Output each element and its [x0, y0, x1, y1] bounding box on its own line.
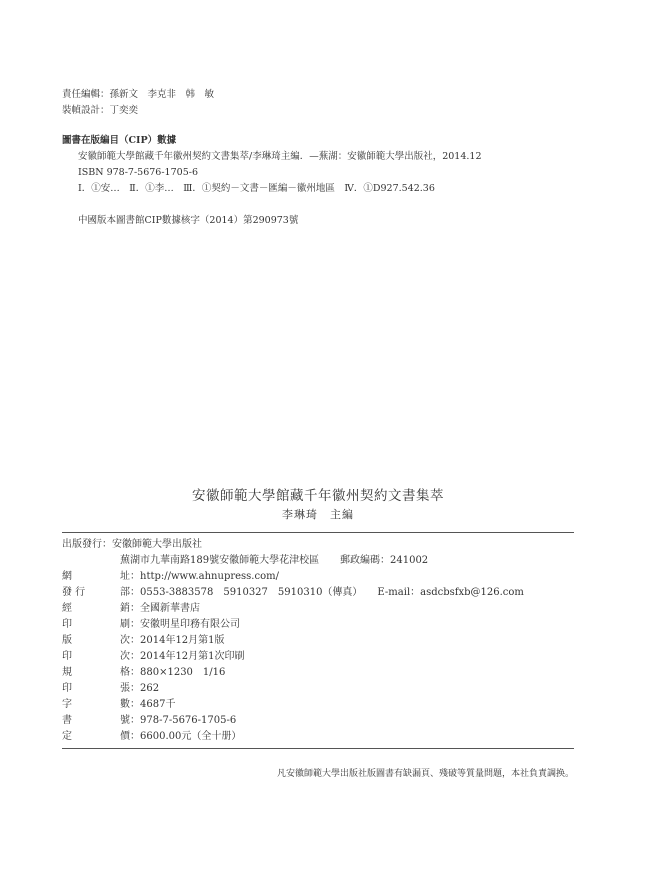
colophon-row-website: [62, 570, 279, 583]
row-label: 印: [62, 651, 72, 662]
book-editor: 李琳琦 主編: [282, 508, 354, 521]
colophon-row-distribution-dept: [62, 586, 524, 599]
cip-classification: Ⅰ．①安… Ⅱ．①李… Ⅲ．①契約－文書－匯編－徽州地區 Ⅳ．①D927.542.36: [78, 183, 435, 194]
row-value: 部：0553-3883578 5910327 5910310（傳真） E-mail：asdcbsfxb@126.com: [120, 587, 524, 598]
cip-record-number: 中國版本圖書館CIP數據核字（2014）第290973號: [78, 215, 299, 226]
editors-credit: 責任編輯：孫新文 李克非 韩 敏: [62, 89, 215, 100]
row-value: 號：978-7-5676-1705-6: [120, 715, 237, 726]
row-label: 定: [62, 731, 72, 742]
row-value: 數：4687千: [120, 699, 176, 710]
colophon-row-price: [62, 730, 241, 743]
publisher-line: 出版發行：安徽師範大學出版社: [62, 539, 202, 550]
row-value: 址：http://www.ahnupress.com/: [120, 571, 279, 582]
row-value: 銷：全國新華書店: [120, 603, 200, 614]
row-value: 格：880×1230 1/16: [120, 667, 226, 678]
row-label: 印: [62, 619, 72, 630]
row-label: 版: [62, 635, 72, 646]
colophon-bottom-rule: [62, 748, 574, 749]
row-value: 刷：安徽明星印務有限公司: [120, 619, 240, 630]
row-label: 發 行: [62, 587, 86, 598]
row-label: 經: [62, 603, 72, 614]
row-value: 價：6600.00元（全十册）: [120, 731, 242, 742]
colophon-row-edition: [62, 634, 225, 647]
colophon-row-format: [62, 666, 225, 679]
colophon-row-word-count: [62, 698, 175, 711]
colophon-row-printing: [62, 650, 245, 663]
publisher-address: 蕪湖市九華南路189號安徽師範大學花津校區: [120, 555, 320, 566]
colophon-row-printer: [62, 618, 240, 631]
row-label: 網: [62, 571, 72, 582]
quality-notice: 凡安徽師範大學出版社版圖書有缺漏頁、殘破等質量問題，本社負責調换。: [276, 769, 574, 779]
row-label: 字: [62, 699, 72, 710]
colophon-row-book-number: [62, 714, 236, 727]
row-value: 次：2014年12月第1次印刷: [120, 651, 245, 662]
colophon-top-rule: [62, 532, 574, 533]
colophon-row-sheets: [62, 682, 159, 695]
row-label: 規: [62, 667, 72, 678]
cip-isbn: ISBN 978-7-5676-1705-6: [78, 167, 198, 178]
row-label: 書: [62, 715, 72, 726]
row-value: 張：262: [120, 683, 160, 694]
book-title: 安徽師範大學館藏千年徽州契約文書集萃: [192, 488, 444, 504]
colophon-row-seller: [62, 602, 200, 615]
postcode: 郵政編碼：241002: [340, 555, 429, 566]
row-label: 印: [62, 683, 72, 694]
row-value: 次：2014年12月第1版: [120, 635, 225, 646]
design-credit: 裝幀設計：丁奕奕: [62, 105, 139, 116]
cip-title-line: 安徽師範大學館藏千年徽州契約文書集萃/李琳琦主編．—蕪湖：安徽師範大學出版社，2014.12: [78, 151, 482, 162]
cip-heading: 圖書在版編目（CIP）數據: [62, 135, 177, 146]
